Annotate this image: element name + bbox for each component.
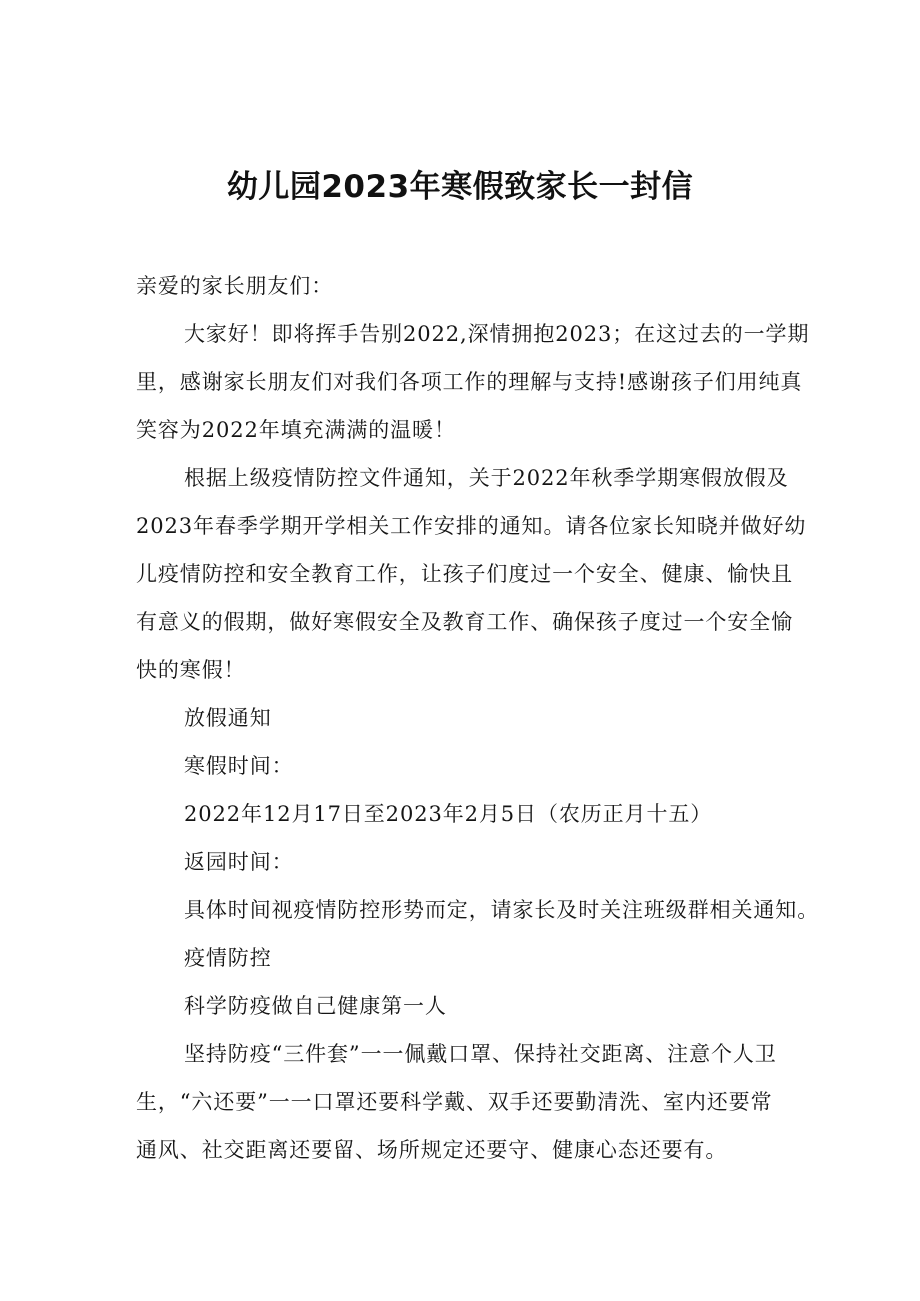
text-line: 大家好！即将挥手告别2022,深情拥抱2023；在这过去的一学期 [184,322,810,346]
subheading-scientific-prevention [136,982,808,1030]
text-line: 儿疫情防控和安全教育工作，让孩子们度过一个安全、健康、愉快且 [136,562,793,586]
label-holiday-time [136,742,808,790]
label-return-time [136,838,808,886]
text-line: 坚持防疫“三件套”一一佩戴口罩、保持社交距离、注意个人卫 [184,1042,777,1066]
text-line: 有意义的假期，做好寒假安全及教育工作、确保孩子度过一个安全愉 [136,610,793,634]
text-line: 里，感谢家长朋友们对我们各项工作的理解与支持!感谢孩子们用纯真 [136,370,803,394]
holiday-date-range [136,790,808,838]
text-line: 根据上级疫情防控文件通知，关于2022年秋季学期寒假放假及 [184,466,789,490]
salutation: 亲爱的家长朋友们： [136,274,334,298]
section-heading-holiday-notice [136,694,808,742]
text-line: 2023年春季学期开学相关工作安排的通知。请各位家长知晓并做好幼 [136,514,807,538]
section-heading-epidemic-control [136,934,808,982]
text-line: 疫情防控 [184,946,272,970]
text-line: 通风、社交距离还要留、场所规定还要守、健康心态还要有。 [136,1138,728,1162]
text-line: 返园时间： [184,850,294,874]
text-line: 笑容为2022年填充满满的温暖！ [136,418,456,442]
text-line: 放假通知 [184,706,272,730]
paragraph-notice [136,454,808,694]
text-line: 寒假时间： [184,754,294,778]
document-body [136,262,820,1174]
paragraph-prevention-rules [136,1030,808,1174]
text-line: 具体时间视疫情防控形势而定，请家长及时关注班级群相关通知。 [184,898,820,922]
text-line: 快的寒假！ [136,658,246,682]
return-time-note [136,886,820,934]
text-line: 2022年12月17日至2023年2月5日（农历正月十五） [184,802,713,826]
text-line: 科学防疫做自己健康第一人 [184,994,447,1018]
paragraph-greeting [136,310,808,454]
document-title: 幼儿园2023年寒假致家长一封信 [226,169,694,205]
text-line: 生，“六还要”一一口罩还要科学戴、双手还要勤清洗、室内还要常 [136,1090,773,1114]
